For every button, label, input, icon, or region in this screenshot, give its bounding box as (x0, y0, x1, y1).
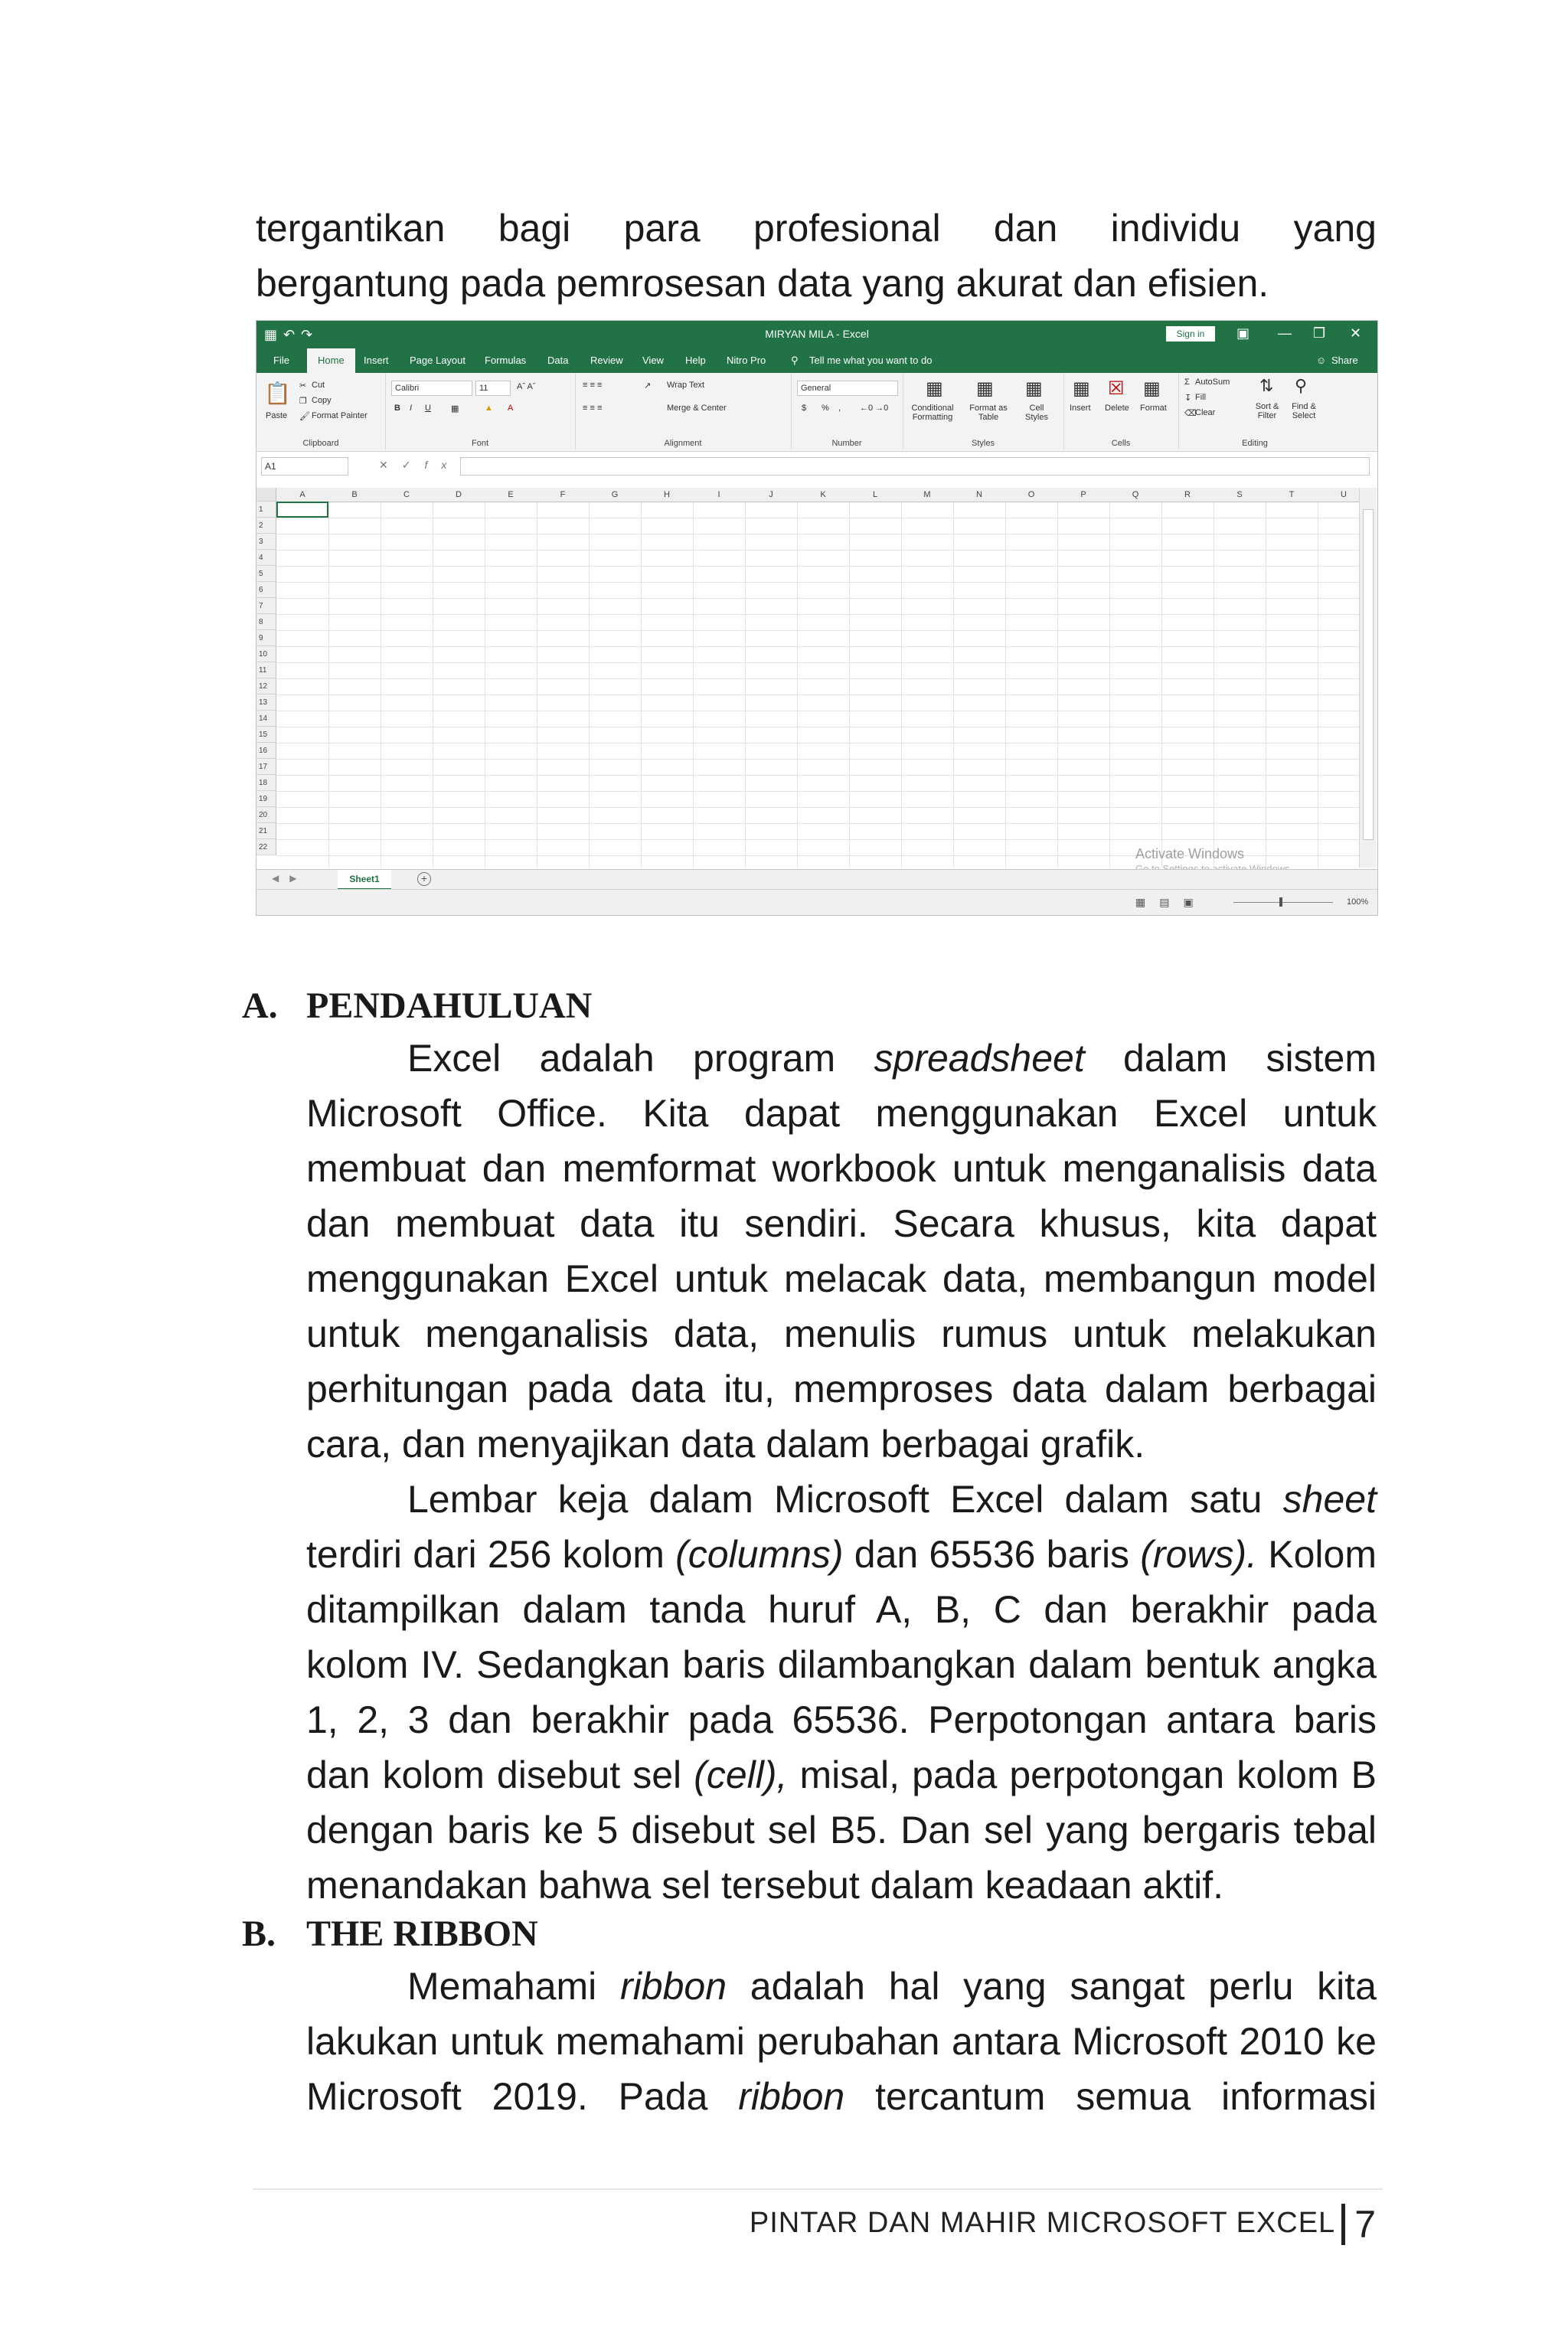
zoom-level[interactable]: 100% (1347, 897, 1369, 907)
column-header[interactable]: I (693, 488, 746, 502)
text-run: Excel adalah program (407, 1037, 874, 1080)
view-mode-icons[interactable]: ▦▤▣ (1135, 896, 1207, 908)
grid-line (276, 678, 1359, 679)
cut-icon[interactable]: ✂ (299, 381, 307, 391)
minimize-icon[interactable]: — (1278, 325, 1292, 341)
zoom-slider[interactable] (1233, 902, 1333, 903)
grid-line (849, 502, 850, 868)
row-header[interactable]: 13 (256, 695, 276, 711)
underline-button[interactable]: U (425, 404, 431, 413)
column-header[interactable]: G (589, 488, 642, 502)
editing-group (1178, 373, 1331, 449)
italic-button[interactable]: I (410, 404, 413, 413)
emphasis-sheet: sheet (1282, 1478, 1377, 1521)
tab-help[interactable]: Help (685, 355, 706, 366)
window-title: MIRYAN MILA - Excel (765, 328, 869, 340)
grid-line (276, 550, 1359, 551)
insert-cells-icon[interactable]: ▦ (1073, 378, 1090, 399)
number-group (791, 373, 903, 449)
excel-titlebar (256, 321, 1377, 348)
row-header[interactable]: 17 (256, 759, 276, 775)
grid-line (1109, 502, 1110, 868)
grid-line (276, 646, 1359, 647)
grid-line (276, 630, 1359, 631)
tab-review[interactable]: Review (590, 355, 623, 366)
find-select-button[interactable]: Find & Select (1292, 402, 1316, 420)
styles-label: Styles (972, 439, 995, 448)
number-label: Number (831, 439, 862, 448)
close-icon[interactable]: ✕ (1350, 325, 1362, 341)
text-run: terdiri dari 256 kolom (306, 1533, 676, 1576)
text-run: misal, pada perpotongan kolom B dengan baris ke 5 disebut sel B5. Dan sel yang bergaris tebal menandakan bahwa sel tersebut dalam keadaan aktif. (306, 1753, 1377, 1907)
column-header[interactable]: D (433, 488, 485, 502)
intro-line-1: tergantikan bagi para profesional dan individu yang (256, 207, 1377, 250)
grid-line (745, 502, 746, 868)
sort-filter-button[interactable]: Sort & Filter (1255, 402, 1279, 420)
grid-line (901, 502, 902, 868)
column-header[interactable]: U (1318, 488, 1370, 502)
alignment-group (575, 373, 792, 449)
row-header[interactable]: 19 (256, 791, 276, 807)
grid-line (276, 823, 1359, 824)
editing-label: Editing (1242, 439, 1268, 448)
conditional-formatting-icon[interactable]: ▦ (926, 378, 943, 399)
activate-windows-title: Activate Windows (1135, 846, 1245, 861)
lightbulb-icon: ⚲ (791, 355, 799, 366)
grid-line (276, 839, 1359, 840)
column-header[interactable]: M (901, 488, 954, 502)
section-b-paragraph-1 (306, 1959, 1377, 2124)
grid-line (276, 759, 1359, 760)
section-a-heading (242, 985, 592, 1027)
text-run: Memahami (407, 1965, 621, 2008)
tab-home[interactable]: Home (307, 348, 355, 373)
column-header[interactable]: S (1214, 488, 1266, 502)
section-a-letter: A. (242, 985, 278, 1026)
tab-data[interactable]: Data (547, 355, 569, 366)
decimal-icons[interactable]: ←0 →0 (860, 404, 889, 413)
grid-line (276, 566, 1359, 567)
grid-line (953, 502, 954, 868)
grid-line (589, 502, 590, 868)
grid-line (1057, 502, 1058, 868)
emphasis-ribbon: ribbon (738, 2075, 845, 2118)
accounting-icon[interactable]: $ (802, 404, 807, 413)
tell-me-box[interactable]: Tell me what you want to do (809, 355, 933, 366)
delete-cells-icon[interactable]: ☒ (1108, 378, 1125, 399)
grid-line (1161, 502, 1162, 868)
column-header[interactable]: L (849, 488, 902, 502)
conditional-formatting-button[interactable]: Conditional Formatting (911, 404, 954, 422)
column-header[interactable]: J (745, 488, 798, 502)
text-run: adalah hal yang sangat perlu kita lakukan untuk memahami perubahan antara Microsoft 2010 ke Microsoft 2019. Pada (306, 1965, 1377, 2118)
column-header[interactable]: F (537, 488, 590, 502)
name-box[interactable]: A1 (261, 457, 348, 476)
sheet-nav-icons[interactable]: ◀▶ (272, 873, 308, 884)
sheet-tabs-bar (256, 869, 1377, 890)
column-header[interactable]: E (485, 488, 537, 502)
row-header[interactable]: 21 (256, 823, 276, 839)
tab-file[interactable]: File (273, 355, 289, 366)
column-header[interactable]: C (381, 488, 433, 502)
grid-line (276, 614, 1359, 615)
grid-line (1005, 502, 1006, 868)
text-run: tercantum semua informasi (844, 2075, 1377, 2118)
status-bar (256, 889, 1377, 916)
align-left-icons[interactable]: ≡ ≡ ≡ (583, 404, 603, 413)
row-header[interactable]: 14 (256, 711, 276, 727)
styles-group (903, 373, 1064, 449)
format-painter-icon[interactable]: 🖌 (299, 412, 310, 421)
formula-input[interactable] (460, 457, 1370, 476)
grid-line (276, 775, 1359, 776)
font-size-dropdown[interactable]: 11 (475, 381, 511, 396)
grid-line (276, 807, 1359, 808)
column-header[interactable]: T (1266, 488, 1318, 502)
column-header[interactable]: N (953, 488, 1006, 502)
column-header[interactable]: H (641, 488, 694, 502)
cut-button[interactable]: Cut (312, 381, 325, 390)
font-name-dropdown[interactable]: Calibri (391, 381, 472, 396)
section-a-paragraph-1 (306, 1031, 1377, 1472)
fx-label[interactable]: fx (424, 459, 461, 471)
page-number: 7 (1354, 2203, 1377, 2246)
number-format-dropdown[interactable]: General (797, 381, 898, 396)
borders-icon[interactable]: ▦ (451, 404, 459, 413)
column-header[interactable]: R (1161, 488, 1214, 502)
sheet-tab-sheet1[interactable]: Sheet1 (338, 870, 391, 891)
grid-line (693, 502, 694, 868)
share-icon[interactable]: ☺ (1316, 355, 1327, 366)
tab-view[interactable]: View (642, 355, 664, 366)
font-label: Font (471, 439, 488, 448)
cells-group (1063, 373, 1179, 449)
paste-icon[interactable]: 📋 (264, 381, 291, 405)
copy-button[interactable]: Copy (312, 396, 332, 405)
clear-button[interactable]: Clear (1195, 408, 1216, 417)
grid-line (641, 502, 642, 868)
grid-line (328, 502, 329, 868)
grow-font-icon[interactable]: Aˆ Aˇ (517, 382, 536, 391)
section-a-paragraph-2 (306, 1472, 1377, 1913)
book-title: PINTAR DAN MAHIR MICROSOFT EXCEL (749, 2207, 1336, 2240)
format-painter-button[interactable]: Format Painter (312, 411, 368, 420)
font-group (385, 373, 576, 449)
column-header[interactable]: A (276, 488, 329, 502)
emphasis-spreadsheet: spreadsheet (874, 1037, 1085, 1080)
text-run: dan 65536 baris (843, 1533, 1141, 1576)
row-header[interactable]: 12 (256, 678, 276, 695)
emphasis-rows: (rows). (1140, 1533, 1258, 1576)
find-icon[interactable]: ⚲ (1295, 376, 1308, 395)
share-button[interactable]: Share (1331, 355, 1358, 366)
emphasis-ribbon: ribbon (620, 1965, 727, 2008)
emphasis-columns: (columns) (675, 1533, 844, 1576)
row-header[interactable]: 6 (256, 582, 276, 598)
format-cells-button[interactable]: Format (1140, 404, 1167, 413)
vertical-scrollbar[interactable] (1359, 488, 1377, 868)
format-as-table-button[interactable]: Format as Table (969, 404, 1008, 422)
quick-access-icons: ▦↶↷ (264, 327, 319, 342)
tab-page-layout[interactable]: Page Layout (410, 355, 466, 366)
add-sheet-button[interactable]: + (417, 872, 431, 886)
formula-bar-icons: ✕✓fx (379, 459, 461, 471)
cell-styles-button[interactable]: Cell Styles (1025, 404, 1048, 422)
sort-filter-icon[interactable]: ⇅ (1259, 376, 1274, 395)
select-all-corner[interactable] (256, 488, 276, 502)
clear-icon[interactable]: ⌫ (1184, 409, 1197, 418)
emphasis-cell: (cell), (694, 1753, 788, 1796)
grid-line (276, 662, 1359, 663)
column-header[interactable]: O (1005, 488, 1058, 502)
footer-separator (1341, 2204, 1345, 2245)
section-b-body (306, 1959, 1377, 2124)
intro-line-2: bergantung pada pemrosesan data yang akurat dan efisien. (256, 262, 1269, 305)
row-header[interactable]: 15 (256, 727, 276, 743)
comma-button[interactable]: , (838, 404, 841, 413)
tab-nitro-pro[interactable]: Nitro Pro (727, 355, 766, 366)
column-header[interactable]: Q (1109, 488, 1162, 502)
row-header[interactable]: 11 (256, 662, 276, 678)
row-header[interactable]: 7 (256, 598, 276, 614)
format-cells-icon[interactable]: ▦ (1143, 378, 1161, 399)
grid-line (276, 743, 1359, 744)
text-run: dalam sistem Microsoft Office. Kita dapat menggunakan Excel untuk membuat dan memformat workbook untuk menganalisis data dan membuat data itu sendiri. Secara khusus, kita dapat menggunakan Excel untuk melacak data, membangun model untuk menganalisis data, menulis rumus untuk melakukan perhitungan pada data itu, memproses data dalam berbagai cara, dan menyajikan data dalam berbagai grafik. (306, 1037, 1377, 1466)
clipboard-group (256, 373, 386, 449)
row-header[interactable]: 22 (256, 839, 276, 855)
paste-button[interactable]: Paste (266, 411, 288, 420)
section-a-title: PENDAHULUAN (306, 985, 593, 1026)
worksheet-grid[interactable] (256, 488, 1359, 868)
column-header[interactable]: B (328, 488, 381, 502)
formula-bar (256, 457, 1377, 476)
autosum-button[interactable]: AutoSum (1195, 377, 1230, 387)
delete-cells-button[interactable]: Delete (1105, 404, 1129, 413)
excel-ribbon (256, 373, 1377, 452)
column-header[interactable]: P (1057, 488, 1110, 502)
scroll-thumb[interactable] (1363, 509, 1374, 840)
section-b-title: THE RIBBON (306, 1914, 538, 1954)
clipboard-label: Clipboard (302, 439, 339, 448)
text-run: Lembar keja dalam Microsoft Excel dalam satu (407, 1478, 1283, 1521)
row-header[interactable]: 2 (256, 518, 276, 534)
row-header[interactable]: 8 (256, 614, 276, 630)
row-header[interactable]: 10 (256, 646, 276, 662)
cell-styles-icon[interactable]: ▦ (1025, 378, 1043, 399)
insert-cells-button[interactable]: Insert (1070, 404, 1091, 413)
column-header[interactable]: K (797, 488, 850, 502)
ribbon-display-icon[interactable]: ▣ (1236, 325, 1250, 341)
fill-color-icon[interactable]: ▲ (485, 404, 493, 413)
tab-insert[interactable]: Insert (364, 355, 389, 366)
row-header[interactable]: 5 (256, 566, 276, 582)
fill-button[interactable]: Fill (1195, 393, 1207, 402)
row-header[interactable]: 16 (256, 743, 276, 759)
row-header[interactable]: 1 (256, 502, 276, 518)
grid-line (797, 502, 798, 868)
row-header[interactable]: 20 (256, 807, 276, 823)
percent-button[interactable]: % (822, 404, 829, 413)
wrap-text-button[interactable]: Wrap Text (667, 381, 705, 390)
copy-icon[interactable]: ❐ (299, 397, 307, 406)
footer-divider (253, 2188, 1383, 2190)
align-top-icons[interactable]: ≡ ≡ ≡ (583, 381, 603, 390)
grid-line (276, 598, 1359, 599)
zoom-slider-handle[interactable] (1279, 897, 1282, 907)
autosum-icon[interactable]: Σ (1184, 377, 1190, 387)
active-cell-a1[interactable] (276, 502, 328, 518)
excel-menu-bar (256, 348, 1377, 373)
merge-center-button[interactable]: Merge & Center (667, 404, 727, 413)
bold-button[interactable]: B (394, 404, 400, 413)
intro-paragraph (256, 201, 1377, 311)
sign-in-button[interactable]: Sign in (1166, 326, 1215, 342)
font-color-icon[interactable]: A (508, 404, 514, 413)
section-a-body (306, 1031, 1377, 1913)
fill-icon[interactable]: ↧ (1184, 394, 1192, 403)
format-table-icon[interactable]: ▦ (976, 378, 994, 399)
row-header[interactable]: 9 (256, 630, 276, 646)
cells-label: Cells (1111, 439, 1131, 448)
orientation-icon[interactable]: ↗ (644, 381, 652, 391)
section-b-letter: B. (242, 1914, 276, 1954)
tab-formulas[interactable]: Formulas (485, 355, 527, 366)
excel-screenshot (256, 320, 1378, 916)
restore-icon[interactable]: ❐ (1313, 325, 1326, 341)
row-header[interactable]: 4 (256, 550, 276, 566)
text-run: Kolom ditampilkan dalam tanda huruf A, B, C dan berakhir pada kolom IV. Sedangkan baris dilambangkan dalam bentuk angka 1, 2, 3 dan berakhir pada 65536. Perpotongan antara baris dan kolom disebut sel (306, 1533, 1377, 1796)
grid-line (276, 582, 1359, 583)
alignment-label: Alignment (664, 439, 702, 448)
page-footer (253, 2202, 1377, 2247)
row-header[interactable]: 3 (256, 534, 276, 550)
row-header[interactable]: 18 (256, 775, 276, 791)
grid-line (276, 791, 1359, 792)
section-b-heading (242, 1913, 538, 1955)
